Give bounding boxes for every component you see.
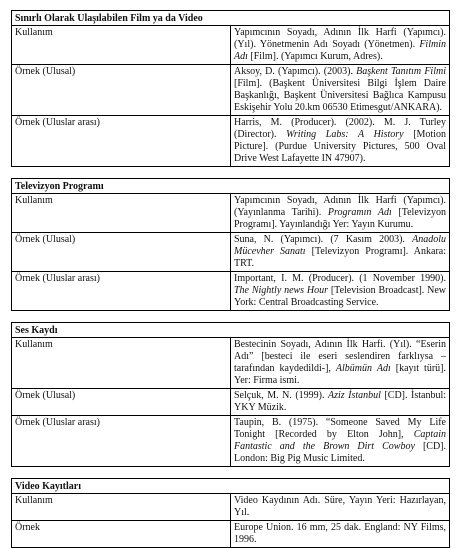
section-table-tv: [11, 178, 450, 311]
row-value: Suna, N. (Yapımcı). (7 Kasım 2003). Anadolu Mücevher Sanatı [Televizyon Programı]. Ankara: TRT.: [231, 233, 450, 272]
row-value: Taupin, B. (1975). “Someone Saved My Life Tonight [Recorded by Elton John], Captain Fantastic and the Brown Dirt Cowboy [CD]. London: Big Pig Music Limited.: [231, 416, 450, 467]
row-label: Kullanım: [12, 194, 231, 233]
table-row: [12, 338, 450, 389]
table-row: [12, 194, 450, 233]
row-label: Kullanım: [12, 338, 231, 389]
row-value: Video Kaydının Adı. Süre, Yayın Yeri: Hazırlayan, Yıl.: [231, 494, 450, 521]
row-value: Selçuk, M. N. (1999). Aziz İstanbul [CD]. İstanbul: YKY Müzik.: [231, 389, 450, 416]
row-label: Kullanım: [12, 26, 231, 65]
table-row: [12, 389, 450, 416]
section-table-film: [11, 10, 450, 167]
row-value: Europe Union. 16 mm, 25 dak. England: NY Films, 1996.: [231, 521, 450, 548]
table-row: [12, 116, 450, 167]
row-label: Örnek (Ulusal): [12, 389, 231, 416]
section-title: Video Kayıtları: [12, 479, 450, 494]
row-label: Örnek (Uluslar arası): [12, 116, 231, 167]
row-label: Örnek (Uluslar arası): [12, 416, 231, 467]
citation-guide: [11, 10, 450, 548]
section-table-video: [11, 478, 450, 548]
row-value: Yapımcının Soyadı, Adının İlk Harfi (Yapımcı). (Yıl). Yönetmenin Adı Soyadı (Yönetmen). Filmin Adı [Film]. (Yapımcı Kurum, Adres).: [231, 26, 450, 65]
row-value: Important, I. M. (Producer). (1 November 1990). The Nightly news Hour [Television Broadcast]. New York: Central Broadcasting Service.: [231, 272, 450, 311]
row-label: Örnek (Ulusal): [12, 65, 231, 116]
table-row: [12, 233, 450, 272]
section-title: Ses Kaydı: [12, 323, 450, 338]
row-label: Örnek (Uluslar arası): [12, 272, 231, 311]
table-row: [12, 521, 450, 548]
section-table-audio: [11, 322, 450, 467]
section-title: Televizyon Programı: [12, 179, 450, 194]
row-value: Yapımcının Soyadı, Adının İlk Harfi (Yapımcı). (Yayınlanma Tarihi). Programın Adı [Televizyon Programı]. Yayınlandığı Yer: Yayın Kurumu.: [231, 194, 450, 233]
row-label: Örnek (Ulusal): [12, 233, 231, 272]
table-row: [12, 65, 450, 116]
row-value: Aksoy, D. (Yapımcı). (2003). Başkent Tanıtım Filmi [Film]. (Başkent Üniversitesi Bilgi İşlem Daire Başkanlığı, Başkent Üniversitesi Bağlıca Kampusu Eskişehir Yolu 20.km 06530 Etimesgut/ANKARA).: [231, 65, 450, 116]
row-value: Bestecinin Soyadı, Adının İlk Harfi. (Yıl). “Eserin Adı” [besteci ile eseri seslendiren farklıysa –tarafından kaydedildi-], Albümün Adı [kayıt türü]. Yer: Firma ismi.: [231, 338, 450, 389]
table-row: [12, 26, 450, 65]
table-row: [12, 494, 450, 521]
row-value: Harris, M. (Producer). (2002). M. J. Turley (Director). Writing Labs: A History [Motion Picture]. (Purdue University Pictures, 500 Oval Drive West Lafayette IN 47907).: [231, 116, 450, 167]
row-label: Kullanım: [12, 494, 231, 521]
table-row: [12, 416, 450, 467]
section-title: Sınırlı Olarak Ulaşılabilen Film ya da Video: [12, 11, 450, 26]
row-label: Örnek: [12, 521, 231, 548]
table-row: [12, 272, 450, 311]
